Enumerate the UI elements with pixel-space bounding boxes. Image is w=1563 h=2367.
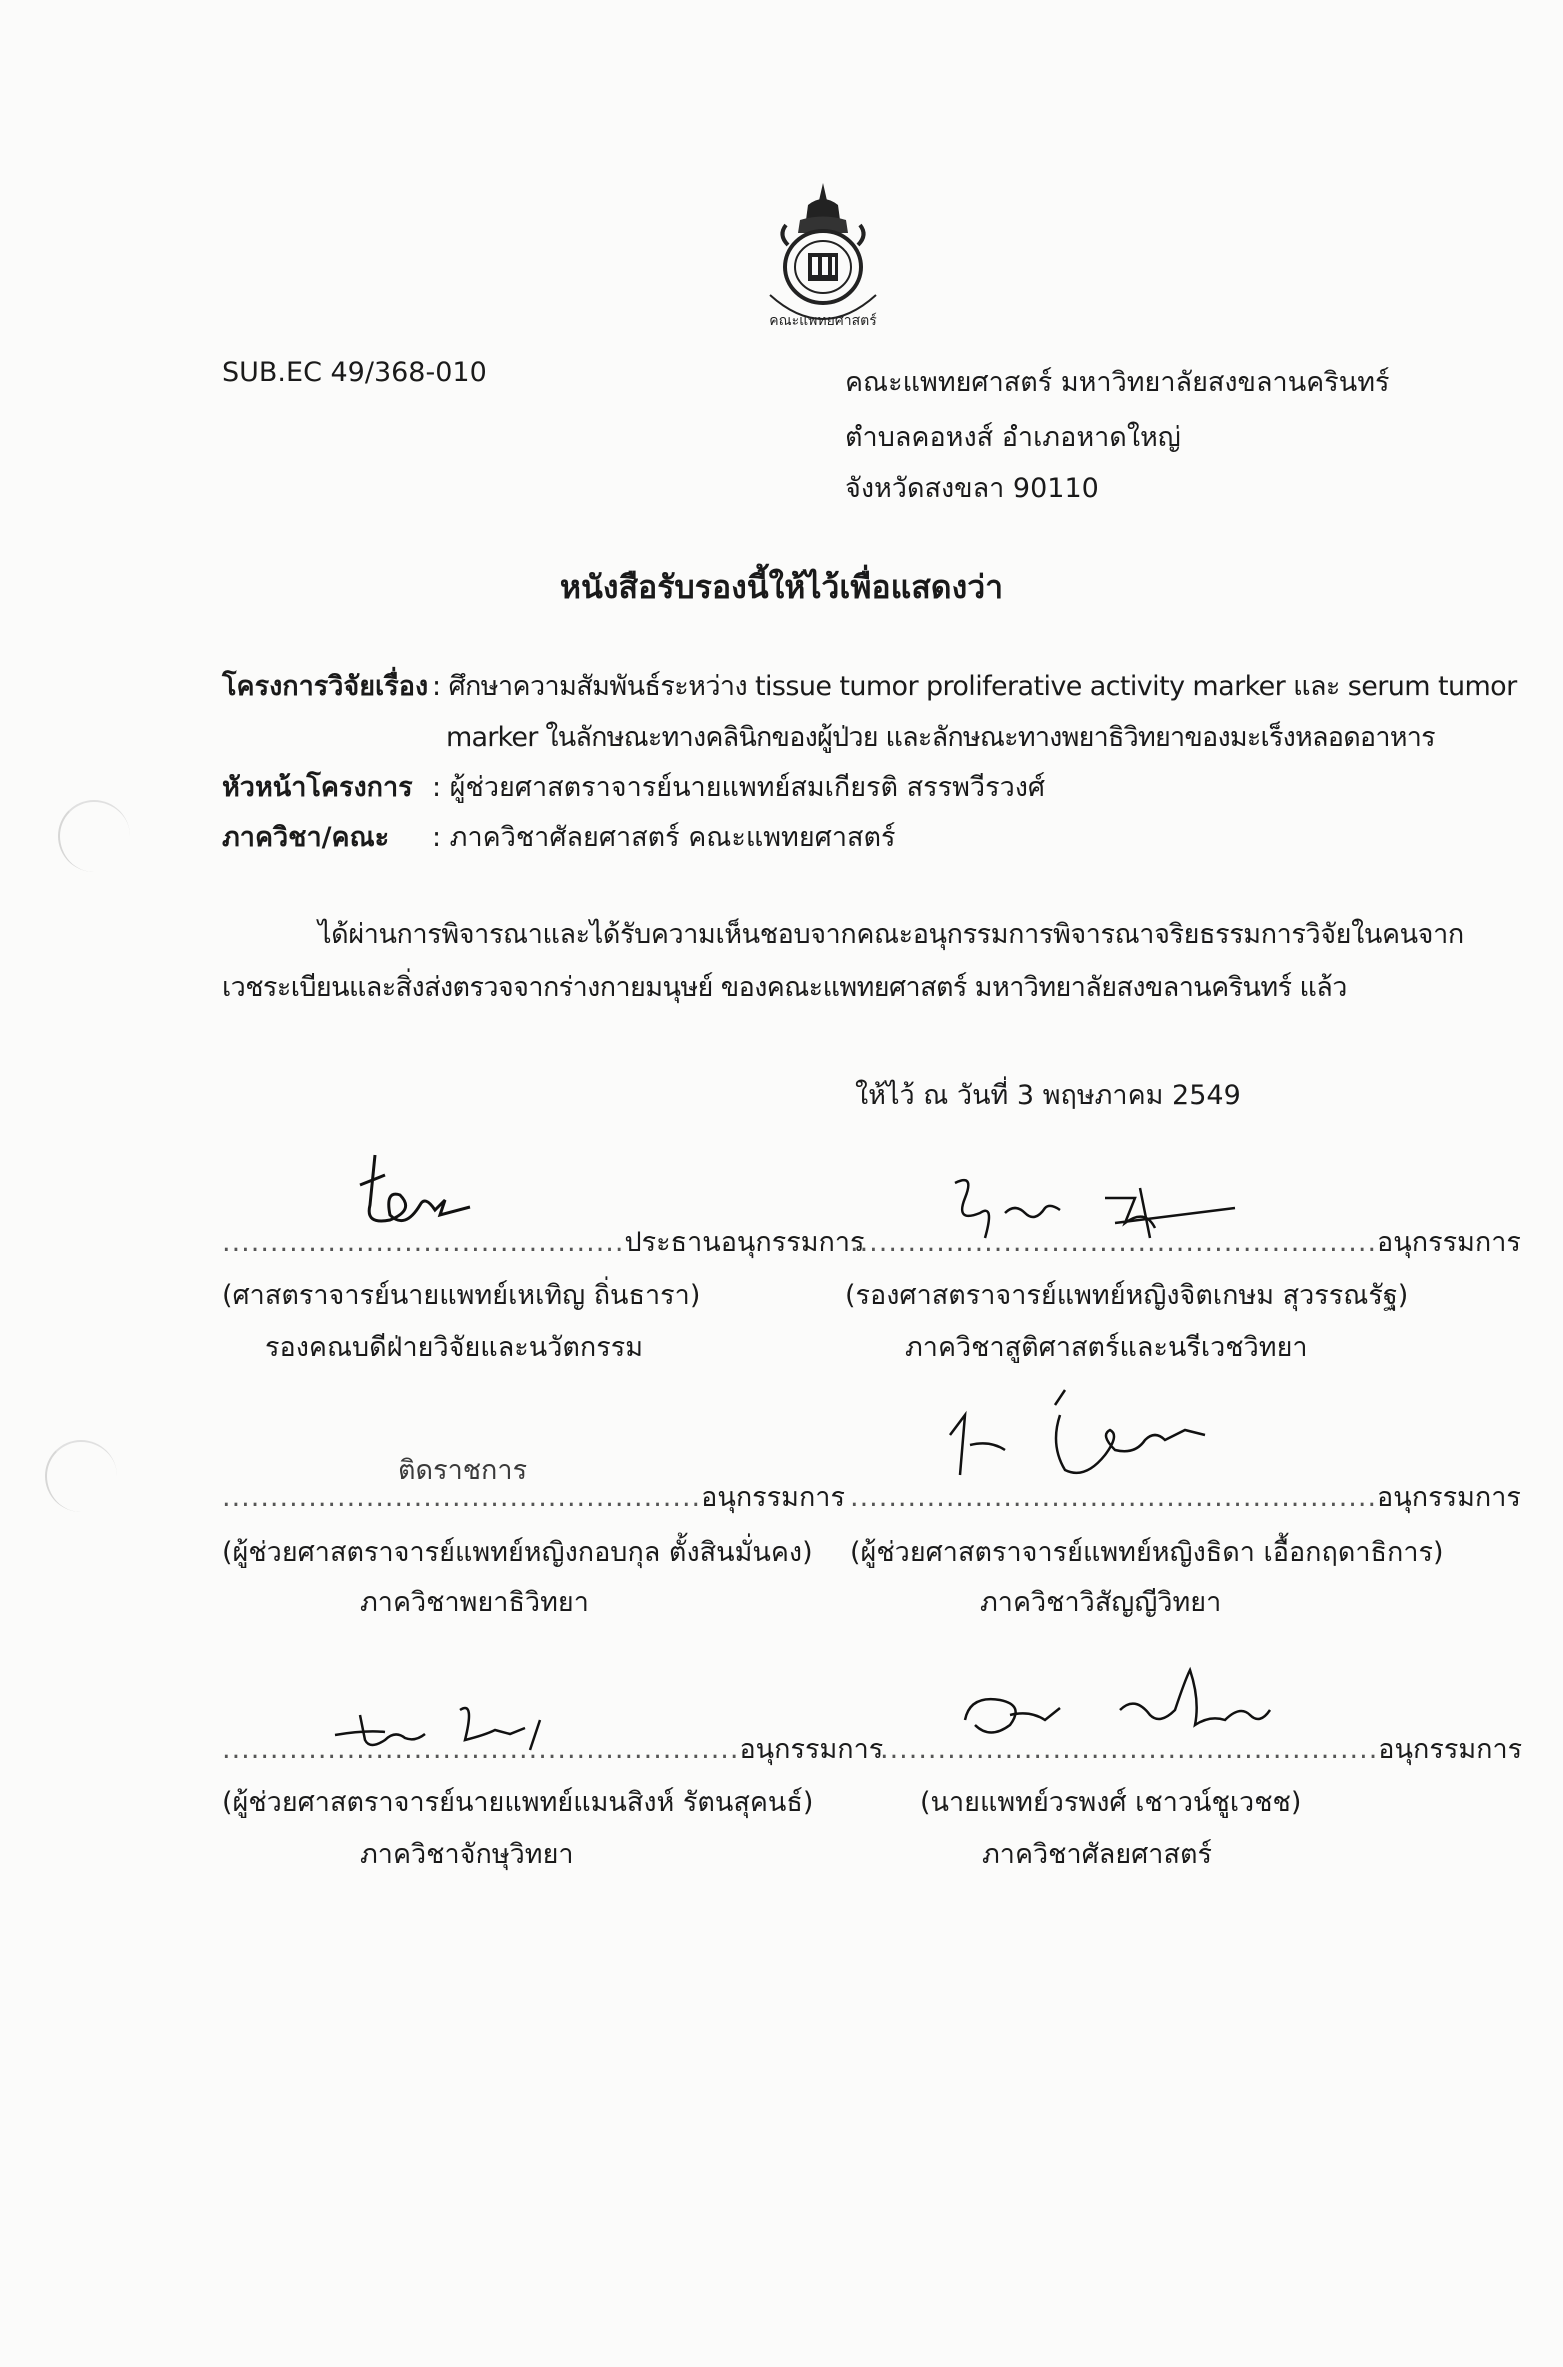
signatory-6-dept: ภาควิชาศัลยศาสตร์ (982, 1839, 1212, 1870)
address-line-2: ตำบลคอหงส์ อำเภอหาดใหญ่ (845, 422, 1181, 453)
signatory-4-line: .......................................................อนุกรรมการ (850, 1482, 1521, 1513)
project-head-label: หัวหน้าโครงการ (222, 772, 413, 803)
signatory-1-dept: รองคณบดีฝ่ายวิจัยและนวัตกรรม (265, 1332, 644, 1363)
signatory-1-name: (ศาสตราจารย์นายแพทย์เหเทิญ ถิ่นธารา) (222, 1280, 701, 1311)
faculty-seal-icon (748, 175, 898, 349)
signatory-1-role: ประธานอนุกรรมการ (624, 1227, 865, 1258)
department-value: : ภาควิชาศัลยศาสตร์ คณะแพทยศาสตร์ (432, 822, 896, 853)
signatory-2-dept: ภาควิชาสูติศาสตร์และนรีเวชวิทยา (905, 1332, 1308, 1363)
signatory-4-role: อนุกรรมการ (1377, 1482, 1521, 1513)
document-title: หนังสือรับรองนี้ให้ไว้เพื่อแสดงว่า (559, 568, 1004, 606)
reference-number: SUB.EC 49/368-010 (222, 357, 487, 388)
signatory-5-name: (ผู้ช่วยศาสตราจารย์นายแพทย์แมนสิงห์ รัตนสุคนธ์) (222, 1787, 814, 1818)
seal-text: คณะแพทยศาสตร์ (769, 313, 877, 329)
signatory-3-line: ..................................................อนุกรรมการ (222, 1482, 845, 1513)
signatory-4-name: (ผู้ช่วยศาสตราจารย์แพทย์หญิงธิดา เอื้อกฤดาธิการ) (850, 1537, 1444, 1568)
signatory-5-role: อนุกรรมการ (739, 1734, 884, 1765)
project-title-line-1: : ศึกษาความสัมพันธ์ระหว่าง tissue tumor proliferative activity marker และ serum tumor (432, 671, 1517, 702)
issue-date: ให้ไว้ ณ วันที่ 3 พฤษภาคม 2549 (855, 1080, 1241, 1111)
signatory-1-line: ..........................................ประธานอนุกรรมการ (222, 1227, 865, 1258)
project-label: โครงการวิจัยเรื่อง (222, 671, 429, 702)
approval-text-line-1: ได้ผ่านการพิจารณาและได้รับความเห็นชอบจากคณะอนุกรรมการพิจารณาจริยธรรมการวิจัยในคนจาก (318, 919, 1464, 950)
signatory-2-line: .......................................................อนุกรรมการ (850, 1227, 1521, 1258)
department-label: ภาควิชา/คณะ (222, 822, 390, 853)
signatory-2-role: อนุกรรมการ (1377, 1227, 1521, 1258)
signatory-5-dept: ภาควิชาจักษุวิทยา (360, 1839, 574, 1870)
signatory-4-dept: ภาควิชาวิสัญญีวิทยา (980, 1587, 1222, 1618)
signatory-3-dept: ภาควิชาพยาธิวิทยา (360, 1587, 589, 1618)
signatory-2-name: (รองศาสตราจารย์แพทย์หญิงจิตเกษม สุวรรณรัฐ) (845, 1280, 1409, 1311)
signatory-6-line: ....................................................อนุกรรมการ (880, 1734, 1523, 1765)
signatory-5-line: ......................................................อนุกรรมการ (222, 1734, 884, 1765)
address-line-3: จังหวัดสงขลา 90110 (845, 473, 1099, 504)
signatory-3-note: ติดราชการ (398, 1455, 528, 1486)
punch-hole-top (58, 800, 130, 872)
signatory-3-role: อนุกรรมการ (701, 1482, 845, 1513)
signatory-6-role: อนุกรรมการ (1378, 1734, 1523, 1765)
address-line-1: คณะแพทยศาสตร์ มหาวิทยาลัยสงขลานครินทร์ (845, 367, 1390, 398)
project-head-value: : ผู้ช่วยศาสตราจารย์นายแพทย์สมเกียรติ สรรพวีรวงศ์ (432, 772, 1046, 803)
approval-text-line-2: เวชระเบียนและสิ่งส่งตรวจจากร่างกายมนุษย์ ของคณะแพทยศาสตร์ มหาวิทยาลัยสงขลานครินทร์ แล้ว (222, 972, 1347, 1003)
signatory-6-name: (นายแพทย์วรพงศ์ เชาวน์ชูเวชช) (920, 1787, 1302, 1818)
punch-hole-bottom (45, 1440, 117, 1512)
project-title-line-2: marker ในลักษณะทางคลินิกของผู้ป่วย และลักษณะทางพยาธิวิทยาของมะเร็งหลอดอาหาร (446, 722, 1435, 753)
signatory-3-name: (ผู้ช่วยศาสตราจารย์แพทย์หญิงกอบกุล ตั้งสินมั่นคง) (222, 1537, 813, 1568)
